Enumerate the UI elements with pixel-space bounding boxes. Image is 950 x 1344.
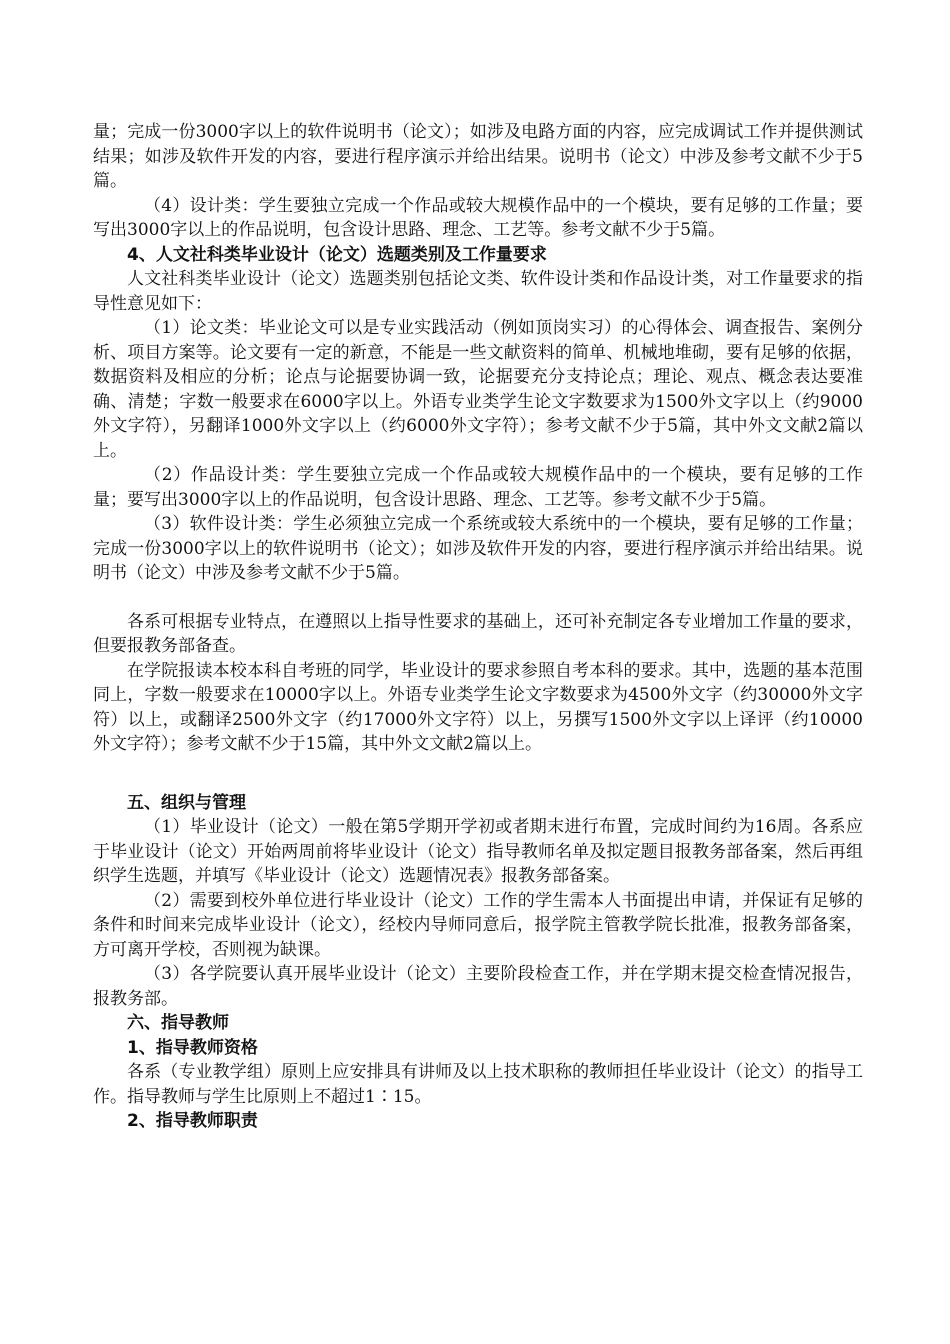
paragraph: 人文社科类毕业设计（论文）选题类别包括论文类、软件设计类和作品设计类，对工作量要求的指导性意见如下： <box>93 269 863 314</box>
paragraph: 在学院报读本校本科自考班的同学，毕业设计的要求参照自考本科的要求。其中，选题的基本范围同上，字数一般要求在10000字以上。外语专业类学生论文字数要求为4500外文字（约30000外文字符）以上，或翻译2500外文字（约17000外文字符）以上，另撰写1500外文字以上译评（约10000外文字符）；参考文献不少于15篇，其中外文文献2篇以上。 <box>93 660 863 754</box>
section-heading: 六、指导教师 <box>127 1013 229 1033</box>
section-heading: 五、组织与管理 <box>127 792 246 813</box>
subsection-heading: 1、指导教师资格 <box>127 1037 258 1058</box>
paragraph: （2）作品设计类：学生要独立完成一个作品或较大规模作品中的一个模块，要有足够的工作量；要写出3000字以上的作品说明，包含设计思路、理念、工艺等。参考文献不少于5篇。 <box>93 465 863 510</box>
paragraph: （3）软件设计类：学生必须独立完成一个系统或较大系统中的一个模块，要有足够的工作量；完成一份3000字以上的软件说明书（论文）；如涉及软件开发的内容，要进行程序演示并给出结果。说明书（论文）中涉及参考文献不少于5篇。 <box>93 514 863 583</box>
paragraph: 各系（专业教学组）原则上应安排具有讲师及以上技术职称的教师担任毕业设计（论文）的指导工作。指导教师与学生比原则上不超过1∶15。 <box>93 1062 863 1107</box>
paragraph: 量；完成一份3000字以上的软件说明书（论文）；如涉及电路方面的内容，应完成调试工作并提供测试结果；如涉及软件开发的内容，要进行程序演示并给出结果。说明书（论文）中涉及参考文献不少于5篇。 <box>93 122 863 191</box>
spacer <box>93 586 863 610</box>
paragraph: 各系可根据专业特点，在遵照以上指导性要求的基础上，还可补充制定各专业增加工作量的要求，但要报教务部备查。 <box>93 611 863 656</box>
paragraph: （1）论文类：毕业论文可以是专业实践活动（例如顶岗实习）的心得体会、调查报告、案例分析、项目方案等。论文要有一定的新意，不能是一些文献资料的简单、机械地堆砌，要有足够的依据，数据资料及相应的分析；论点与论据要协调一致，论据要充分支持论点；理论、观点、概念表达要准确、清楚；字数一般要求在6000字以上。外语专业类学生论文字数要求为1500外文字以上（约9000外文字符），另翻译1000外文字以上（约6000外文字符）；参考文献不少于5篇，其中外文文献2篇以上。 <box>93 318 863 461</box>
paragraph: （4）设计类：学生要独立完成一个作品或较大规模作品中的一个模块，要有足够的工作量；要写出3000字以上的作品说明，包含设计思路、理念、工艺等。参考文献不少于5篇。 <box>93 195 863 240</box>
section-heading: 4、人文社科类毕业设计（论文）选题类别及工作量要求 <box>127 244 547 265</box>
paragraph: （1）毕业设计（论文）一般在第5学期开学初或者期末进行布置，完成时间约为16周。各系应于毕业设计（论文）开始两周前将毕业设计（论文）指导教师名单及拟定题目报教务部备案，然后再组织学生选题，并填写《毕业设计（论文）选题情况表》报教务部备案。 <box>93 817 863 886</box>
spacer <box>93 757 863 791</box>
subsection-heading: 2、指导教师职责 <box>127 1111 258 1131</box>
paragraph: （2）需要到校外单位进行毕业设计（论文）工作的学生需本人书面提出申请，并保证有足够的条件和时间来完成毕业设计（论文），经校内导师同意后，报学院主管教学院长批准，报教务部备案，方可离开学校，否则视为缺课。 <box>93 890 863 960</box>
document-body <box>93 120 863 1134</box>
paragraph: （3）各学院要认真开展毕业设计（论文）主要阶段检查工作，并在学期末提交检查情况报告，报教务部。 <box>93 964 863 1009</box>
